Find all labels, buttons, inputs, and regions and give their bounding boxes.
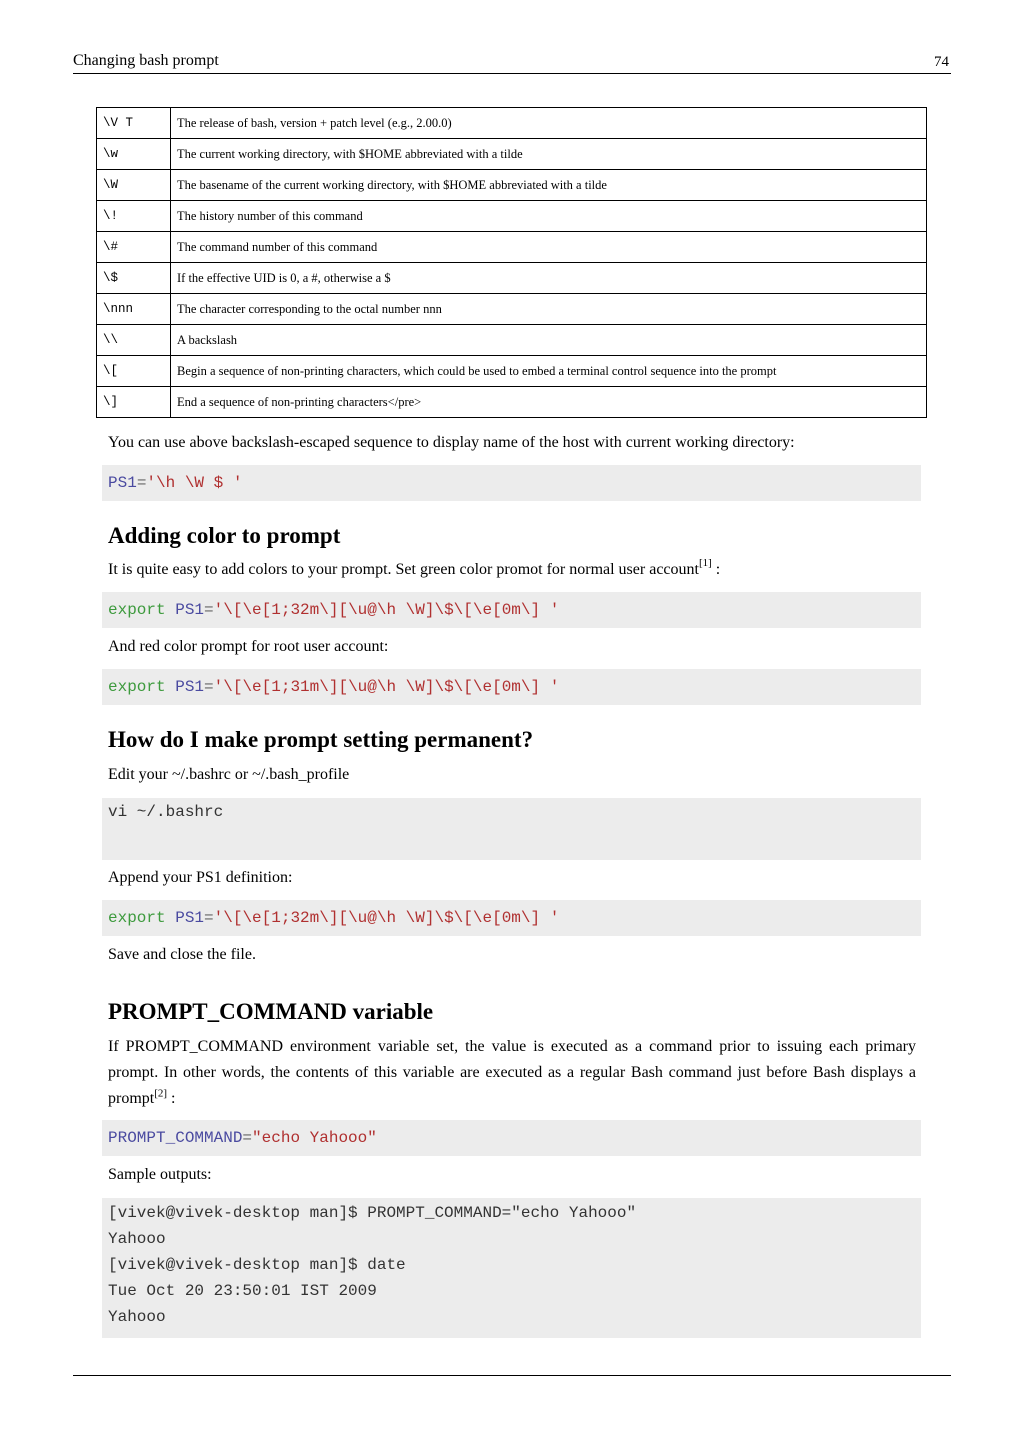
code-block-ps1-basic (102, 465, 921, 501)
code-block-red-prompt (102, 669, 921, 705)
code-line: Yahooo (108, 1230, 166, 1248)
prompt-command-paragraph (108, 1034, 916, 1112)
code-op: = (204, 601, 214, 619)
footnote-link-1[interactable]: [1] (698, 556, 712, 569)
footer-rule (73, 1375, 951, 1376)
code-line: [vivek@vivek-desktop man]$ date (108, 1256, 406, 1274)
table-row (97, 108, 927, 139)
code-var: PS1 (175, 909, 205, 927)
code-keyword: export (108, 601, 166, 619)
escape-sequence-cell: \nnn (97, 294, 171, 325)
escape-sequence-cell: \[ (97, 356, 171, 387)
escape-description-cell: The command number of this command (171, 232, 927, 263)
code-var: PS1 (108, 474, 137, 492)
code-var: PS1 (175, 678, 205, 696)
code-var: PS1 (175, 601, 205, 619)
page-header (73, 50, 951, 74)
prompt-command-end: : (171, 1090, 176, 1107)
escape-description-cell: A backslash (171, 325, 927, 356)
page-number: 74 (934, 54, 949, 70)
escape-description-cell: The character corresponding to the octal number nnn (171, 294, 927, 325)
code-string: '\[\e[1;32m\][\u@\h \W]\$\[\e[0m\] ' (213, 909, 560, 927)
table-row (97, 325, 927, 356)
code-op: = (136, 474, 147, 492)
code-block-green-prompt (102, 592, 921, 628)
red-prompt-text: And red color prompt for root user account: (108, 638, 389, 655)
append-text: Append your PS1 definition: (108, 869, 293, 886)
escape-sequence-cell: \# (97, 232, 171, 263)
table-row (97, 294, 927, 325)
code-line: vi ~/.bashrc (108, 803, 224, 821)
escape-description-cell: If the effective UID is 0, a #, otherwise a $ (171, 263, 927, 294)
escape-description-cell: The history number of this command (171, 201, 927, 232)
table-row (97, 232, 927, 263)
color-intro-body: It is quite easy to add colors to your prompt. Set green color promot for normal user account (108, 561, 699, 578)
code-string: "echo Yahooo" (252, 1129, 377, 1147)
edit-text: Edit your ~/.bashrc or ~/.bash_profile (108, 766, 350, 783)
code-op: = (204, 909, 214, 927)
code-string: '\h \W $ ' (146, 474, 243, 492)
escape-description-cell: The release of bash, version + patch level (e.g., 2.00.0) (171, 108, 927, 139)
code-block-vi (102, 798, 921, 860)
intro-text: You can use above backslash-escaped sequence to display name of the host with current working directory: (108, 434, 795, 451)
escape-description-cell: End a sequence of non-printing characters</pre> (171, 387, 927, 418)
heading-prompt-command: PROMPT_COMMAND variable (108, 999, 434, 1024)
escape-sequence-cell: \$ (97, 263, 171, 294)
code-block-ps1-definition (102, 900, 921, 936)
code-string: '\[\e[1;31m\][\u@\h \W]\$\[\e[0m\] ' (213, 678, 560, 696)
header-title: Changing bash prompt (73, 52, 219, 69)
code-keyword: export (108, 678, 166, 696)
escape-sequence-cell: \w (97, 139, 171, 170)
prompt-command-body: If PROMPT_COMMAND environment variable set, the value is executed as a command prior to issuing each primary prompt. In other words, the contents of this variable are executed as a regular Bash command just before Bash displays a prompt (108, 1038, 916, 1107)
code-line: [vivek@vivek-desktop man]$ PROMPT_COMMAND="echo Yahooo" (108, 1204, 637, 1222)
escape-sequence-cell: \\ (97, 325, 171, 356)
code-block-sample-output (102, 1198, 921, 1338)
table-row (97, 387, 927, 418)
footnote-link-2[interactable]: [2] (154, 1087, 168, 1100)
escape-sequence-cell: \W (97, 170, 171, 201)
code-op: = (242, 1129, 253, 1147)
table-row (97, 139, 927, 170)
escape-description-cell: The basename of the current working directory, with $HOME abbreviated with a tilde (171, 170, 927, 201)
heading-adding-color: Adding color to prompt (108, 523, 341, 548)
code-string: '\[\e[1;32m\][\u@\h \W]\$\[\e[0m\] ' (213, 601, 560, 619)
escape-sequence-cell: \] (97, 387, 171, 418)
code-line: Tue Oct 20 23:50:01 IST 2009 (108, 1282, 377, 1300)
code-keyword: export (108, 909, 166, 927)
color-intro-text (108, 557, 720, 583)
escape-sequence-table (96, 107, 927, 418)
code-op: = (204, 678, 214, 696)
table-row (97, 356, 927, 387)
escape-description-cell: Begin a sequence of non-printing characters, which could be used to embed a terminal control sequence into the prompt (171, 356, 927, 387)
escape-description-cell: The current working directory, with $HOME abbreviated with a tilde (171, 139, 927, 170)
table-row (97, 170, 927, 201)
code-line: Yahooo (108, 1308, 166, 1326)
save-text: Save and close the file. (108, 946, 256, 963)
sample-outputs-text: Sample outputs: (108, 1166, 212, 1183)
table-row (97, 201, 927, 232)
color-intro-end: : (715, 561, 721, 578)
table-row (97, 263, 927, 294)
escape-sequence-cell: \V T (97, 108, 171, 139)
code-var: PROMPT_COMMAND (108, 1129, 243, 1147)
escape-sequence-cell: \! (97, 201, 171, 232)
code-block-prompt-command (102, 1120, 921, 1156)
heading-permanent: How do I make prompt setting permanent? (108, 727, 534, 752)
